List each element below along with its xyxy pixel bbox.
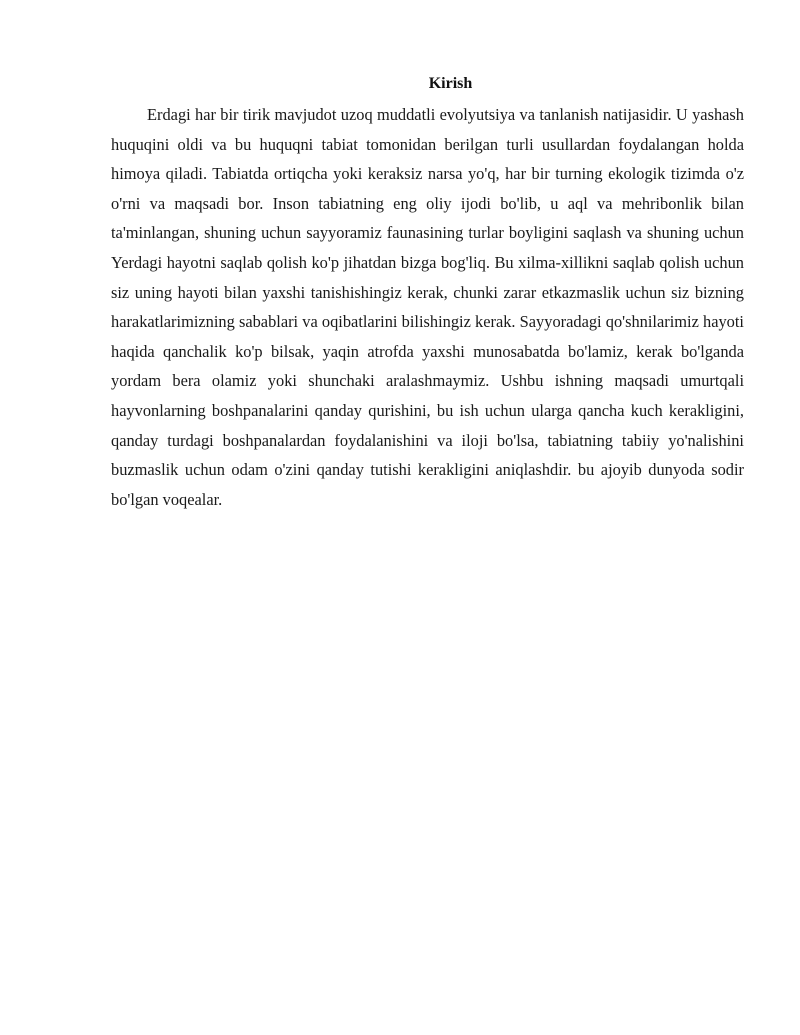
document-content [111, 72, 744, 514]
body-paragraph: Erdagi har bir tirik mavjudot uzoq muddatli evolyutsiya va tanlanish natijasidir. U yashash huquqini oldi va bu huquqni tabiat tomonidan berilgan turli usullardan foydalangan holda himoya qiladi. Tabiatda ortiqcha yoki keraksiz narsa yo'q, har bir turning ekologik tizimda o'z o'rni va maqsadi bor. Inson tabiatning eng oliy ijodi bo'lib, u aql va mehribonlik bilan ta'minlangan, shuning uchun sayyoramiz faunasining turlar boyligini saqlash va shuning uchun Yerdagi hayotni saqlab qolish ko'p jihatdan bizga bog'liq. Bu xilma-xillikni saqlab qolish uchun siz uning hayoti bilan yaxshi tanishishingiz kerak, chunki zarar etkazmaslik uchun siz bizning harakatlarimizning sabablari va oqibatlarini bilishingiz kerak. Sayyoradagi qo'shnilarimiz hayoti haqida qanchalik ko'p bilsak, yaqin atrofda yaxshi munosabatda bo'lamiz, kerak bo'lganda yordam bera olamiz yoki shunchaki aralashmaymiz. Ushbu ishning maqsadi umurtqali hayvonlarning boshpanalarini qanday qurishini, bu ish uchun ularga qancha kuch kerakligini, qanday turdagi boshpanalardan foydalanishini va iloji bo'lsa, tabiatning tabiiy yo'nalishini buzmaslik uchun odam o'zini qanday tutishi kerakligini aniqlashdir. bu ajoyib dunyoda sodir bo'lgan voqealar. [111, 105, 744, 509]
section-title: Kirish [428, 75, 473, 92]
